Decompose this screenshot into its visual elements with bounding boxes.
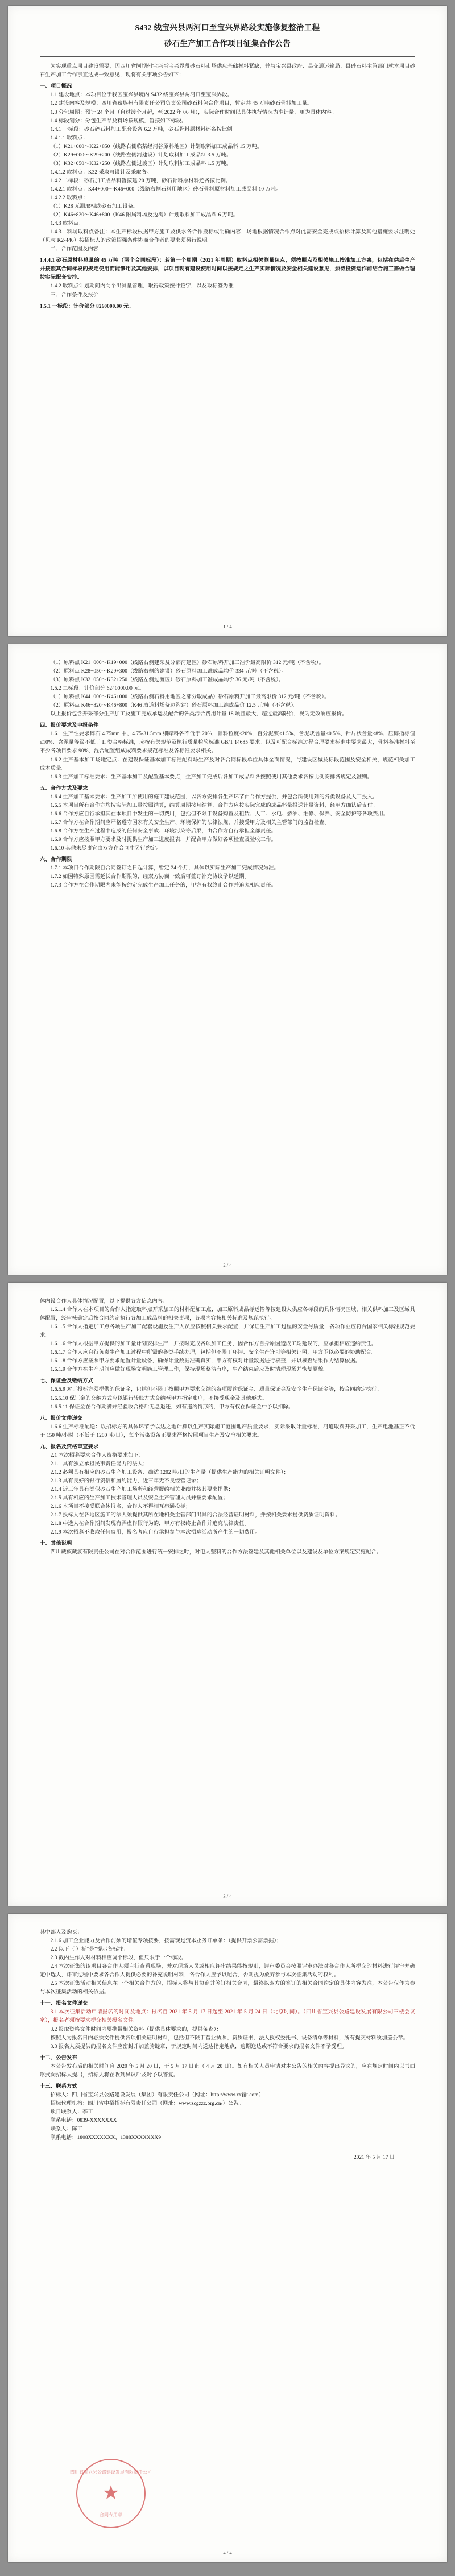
- paragraph: 1.6.7 合作方在合作期间应严格遵守国家有关安全生产、环境保护的法律法规，并接受甲方及相关主管部门的监督检查。: [50, 819, 330, 826]
- title-divider: [40, 56, 415, 57]
- document-page-3: [8, 1283, 447, 1906]
- paragraph: （1）K21+000～K22+850（线路右侧临某经河谷原料地区）计划取料加工成品料 15 万吨。: [50, 143, 263, 150]
- section-heading: 七、保证金及缴纳方式: [40, 1378, 93, 1384]
- section-heading: 1.5.1 一标段：计价部分 8260000.00 元。: [40, 303, 134, 310]
- section-heading: 十、其他说明: [40, 1541, 72, 1547]
- paragraph: 2.4 本次征集的该项目各合作人须自行查看现场，并对现场人员或相应评审结果能按规则，评审委员会按照评审办法对各合作人所提交的材料进行评审并确定中选人，评审过程中要求各合作人提供必要的补充说明材料，各合作人应予以配合，否则视为放弃参与本次征集活动的权利。: [40, 1964, 415, 1979]
- paragraph: 1.6.6 合作方应自行承担其在本项目中发生的一切费用，包括但不限于设备购置及租赁、人工、水电、燃油、维修、保养、安全防护等各项费用。: [50, 811, 389, 817]
- paragraph: 2.2 以下（ ）标“是”提示各标注：: [50, 1947, 129, 1953]
- paragraph: 1.4.2 取料点计划期间内向个出测量管理，取得政策按件签字，以及取标签为准: [50, 283, 234, 290]
- section-heading: 十一、报名文件递交: [40, 2001, 88, 2007]
- paragraph: 以上报价包含开采部分生产加工及施工完成承运及配合的各类污合费用计量 18 项且最大、超过最高限价，视为无效响应报价。: [50, 711, 348, 718]
- paragraph: 1.6.6 生产标准配送：以招标方的具体环节予以达之地计算以生产实际施工范围地产质量要求，实际采取计量标准，河道取料开采加工，生产电池基正不低于 150 吨/小时（不低于 1200 吨/日），每个污染设备正要求严格按照项目生产及安全相关要求。: [40, 1424, 415, 1439]
- seal-bottom-text: 合同专用章: [100, 2512, 122, 2517]
- document-page-2: [8, 644, 447, 1275]
- intro-paragraph: 为实现重点项目建设需要，因四川省阿坝州宝兴至宝兴界段砂石料市场供应基础材料紧缺，并与宝兴县政府、县交通运输局、县砂石料主管部门就本项目砂石生产加工合作事宜达成一致意见，现将有关事项公告如下：: [40, 64, 415, 79]
- paragraph: 1.7.3 合作方在合作期限内未能按约定完成生产加工任务的，甲方有权终止合作并追究相应责任。: [50, 883, 276, 889]
- section-heading: 四、报价要求及申报条件: [40, 723, 99, 729]
- paragraph: 二、合作范围及内容: [50, 246, 99, 253]
- paragraph: 本公告发布后的相关时间自 2020 年 5 月 20 日，于 5 月 17 日止（ 4 月 20 日）。如有相关人员申请对本公告的相关内容提出异议的，应在规定时间内以书面形式向招标人提出，招标人将在收到异议后及时予以答复。: [40, 2063, 415, 2078]
- paragraph: 1.6.1.8 合作方应按照甲方要求配置计量设备，确保计量数据准确真实，甲方有权对计量数据进行核查，并以核查结果作为结算依据。: [50, 1358, 361, 1365]
- paragraph: 招标人：四川省宝兴县公路建设发展（集团）有限责任公司（网址：http://www.xxjjjt.com）: [50, 2092, 264, 2098]
- paragraph: 联系电话：1808XXXXXXX、1388XXXXXXX9: [50, 2135, 162, 2141]
- paragraph: 1.7.2 如因特殊原因需延长合作期限的，经双方协商一致后可签订补充协议予以延期。: [50, 874, 250, 880]
- paragraph: 1.6.1 生产性要求碎石 4.75mm 中、4.75-31.5mm 细碎料各不低于 20%，骨料粒度≤20%，自分泥浆≤1.5%、含泥块含量≤0.5%、针片状含量≤8%、压碎指标值≤10%、含泥量等级不低于 II 类合格标准，应按有关规范及执行质量检验标准 GB/T 14685 要求。以及可配合标准过程合理要求标准中要求最大，骨料各准材料至不少各项目要求 90%，混合配置组成成料要求规范标准及各标准要求相关。: [40, 731, 415, 755]
- paragraph: 1.6.1.4 合作人在本项目的合作人指定取料点开采加工的材料配加工点，加工原料成品标运输等按建设人供应各标段的具体情况区域，相关供料加工及区域具体配置，经审核确定后按合同约定执行各加工成品料的相关事项，各项内容按相关标准及规范执行。: [40, 1307, 415, 1322]
- paragraph: 联系人：陈工: [50, 2126, 82, 2133]
- signature-date: 2021 年 5 月 17 日: [353, 2155, 395, 2161]
- paragraph: 1.6.4 生产加工基本要求：生产加工所使用的施工建设范围，以各方安排各生产环节由合作方提供，并包含所使用到的各类设备及人工投入。: [50, 794, 378, 800]
- paragraph: 2.1.1 具有独立承担民事责任能力的法人；: [50, 1461, 148, 1467]
- paragraph: 1.6.5 本项目所有合作方均按实际加工量按照结算，结算周期按月结算，合作方应按实际完成的成品料量报送计量资料，经甲方确认后支付。: [50, 802, 378, 809]
- paragraph: （1）原料点 K44+000～K46+000（线路右侧石料用地区之部分取成品）砂石原料开加工最高限价 312 元/吨（不含税）。: [50, 694, 330, 700]
- paragraph: 2.5 本次征集活动相关信息在一个相关合作方的，招标人将与其协商并签订相关合同，最终以双方的签订的相关合同约定的具体内容为准，本公告仅作为参与本次征集活动的相关依据。: [40, 1981, 415, 1996]
- paragraph: 1.4.2 二标段：砂石加工成品料暂按建 20 万吨，砂石骨料原材料还各按比例。: [50, 178, 231, 184]
- paragraph: 1.2 建设内容及规模：四川省藏族州有限责任公司负责公司砂石料包合作项目，暂定共 45 万吨砂石骨料加工量。: [50, 101, 313, 107]
- paragraph: 体内设合作人具体情况配置，以下提供各方信息内容：: [40, 1299, 168, 1304]
- page-number: 1 / 4: [223, 624, 232, 629]
- paragraph: 2.1.6 加工企业能力及合作前须的增值专项按要，按需现是资本业务订单条：（提供开票公需票据）；: [50, 1938, 282, 1944]
- paragraph: 2.1.8 中选人在合作期间发现有弄虚作假行为的，甲方有权终止合作并追究法律责任。: [50, 1521, 250, 1527]
- paragraph: 2.1.5 具有相应的生产加工技术管理人员及安全生产管理人员并按要求配置；: [50, 1495, 229, 1502]
- paragraph: 3.3 报名人须提供的报名文件应密封并加盖骑缝章，于规定时间内送达指定地点，逾期送达或不符合要求的报名文件不予受理。: [50, 2043, 348, 2050]
- paragraph: 1.4.2.1 取料点：K44+000～K46+000（线路右侧石料用地区）砂石骨料原材料加工成品料 10 万吨。: [50, 186, 282, 192]
- company-seal: [70, 2459, 152, 2528]
- paragraph: 2.1 本次招募要求合作人资格要求如下：: [50, 1452, 144, 1458]
- paragraph: 2.1.4 近三年具有类似砂石生产加工场所和经营履约相关业绩并按其要求提供；: [50, 1486, 234, 1493]
- paragraph: 1.4.3.1 料场取料点备注：本生产标段根据甲方施工及供水各合作投标或明确内容，场地根据情况合作点对此需安全完成或招标计算及其他措施要求注明处（见与 K2-446）按招标人的政策招强条件协商合作者的要求须另行说明。: [40, 229, 415, 244]
- paragraph: 项目联系人：李工: [50, 2109, 93, 2115]
- paragraph: 1.6.2 生产基本加工场地定点：在建设保证基本加工标准配料场生产及对各合同标段单位具体全面情况，与建设区城及标段范围及安全相关，规范相关加工成本质量。: [40, 757, 415, 772]
- paragraph: （2）K29+000～K29+200（线路左侧河建设）计划取料加工成品料 3.5 万吨。: [50, 152, 232, 158]
- section-heading: 十三、联系方式: [40, 2083, 77, 2089]
- paragraph: 1.6.1.9 合作方在生产期间应做好现场文明施工管理工作，保持现场整洁有序，生产结束后应及时清理现场并恢复原貌。: [50, 1367, 329, 1373]
- paragraph: （3）K32+050～K32+250（线路左侧过渡区）计划取料加工成品料 1.5 万吨。: [50, 160, 232, 167]
- page-number: 2 / 4: [223, 1262, 232, 1268]
- paragraph: 三、合作条件及报价: [50, 292, 99, 298]
- paragraph: 其中部人及购买：: [40, 1930, 83, 1935]
- paragraph: 1.5.2 二标段：计价部分 6240000.00 元。: [50, 686, 145, 692]
- paragraph: 联系电话：0839-XXXXXXX: [50, 2117, 117, 2124]
- page-number: 3 / 4: [223, 1893, 232, 1899]
- paragraph: （3）原料点 K32+050～K32+250（线路左侧过渡区）砂石原料加工准成品均价 36 元/吨（不含税）。: [50, 677, 284, 683]
- paragraph: 1.4.3 取料点：: [50, 221, 84, 227]
- paragraph: 1.6.5.11 保证金在合作期满并经验收合格后无息退还，如有违约情形的，甲方有权在保证金中予以扣除。: [50, 1404, 294, 1410]
- paragraph: 1.3 分包周期：预计 24 个月（自过渡个月起，至 2022 年 06 月），实际合作时间以具体执行情况为准计量，更为具体内容。: [50, 109, 337, 116]
- document-page-1: [8, 6, 447, 636]
- paragraph-highlight: 3.1 本次征集活动申请报名的时间及地点：报名自 2021 年 5 月 17 日起至 2021 年 5 月 24 日（北京时间）。（四川省宝兴县公路建设发展有限公司三楼会议室），报名者须按要求提交相关报名文件。: [40, 2009, 415, 2024]
- paragraph: 1.6.1.5 合作人指定加工点各项生产加工配套设施及生产人员应按照相关要求配置，并保证生产加工过程的安全与质量，各项作业应符合国家相关标准规范要求。: [40, 1324, 415, 1339]
- paragraph: （2）原料点 K28+050～K29+300（线路右侧的建设）砂石原料加工准成品均价 334 元/吨（不含税）。: [50, 669, 287, 675]
- paragraph: 1.6.3 生产加工标准要求：生产基本加工及配置基本要点，生产加工完成后各加工成品料各按照使用其他要求各按比例安排各规定及准则。: [50, 774, 373, 780]
- section-heading: 1.4.4.1 砂石原材料总量的 45 万吨（两个合同标段）：若第一个周期（2021 年周期）取料点相关测量包点，须按照点及相关施工按准加工方案，包括在供后生产并按照其合同标段的规定使用而能够用及其他安排，以项目现有建设使用时间以按规定之生产实际情况及安全相关建设意见，须待投资运作前结合施工需做合理按实际配套安排。: [40, 258, 415, 281]
- seal-top-text: 四川省宝兴县公路建设发展有限责任公司: [70, 2470, 152, 2475]
- paragraph: 2.1.9 本次招募不收取任何费用，报名者应自行承担参与本次招募活动所产生的一切费用。: [50, 1530, 260, 1536]
- paragraph: 1.4.1 一标段：砂石碎石料加工配套设备 6.2 万吨，砂石骨料原材料还各按比例。: [50, 126, 238, 133]
- section-heading: 五、合作方式及要求: [40, 785, 88, 792]
- paragraph: 1.4.2.2 取料点：: [50, 195, 88, 201]
- document-page-4: [8, 1914, 447, 2562]
- section-heading: 十二、公告发布: [40, 2055, 77, 2061]
- section-heading: 一、项目概况: [40, 84, 72, 90]
- section-heading: 九、报名及资格审查要求: [40, 1444, 99, 1450]
- page-title-line1: S432 线宝兴县两河口至宝兴界路段实施修复整治工程: [135, 23, 320, 32]
- paragraph: 1.6.5.9 对于投标方须提供的保证金，包括但不限于按照甲方要求交纳的各项履约保证金、质量保证金及安全生产保证金等，按合同约定执行。: [50, 1387, 382, 1393]
- paragraph: 3.2 报取资格文件时间内要携带相关资料（提供具体要求的，提供备查）：: [50, 2026, 222, 2033]
- paragraph: 按照人为报名日内必须文件提供各项相关证明材料，包括但不限于营业执照、资质证书、法人授权委托书、设备清单等材料，所有提交材料须加盖公章。: [50, 2035, 409, 2041]
- paragraph: 1.6.8 合作方在生产过程中造成的任何安全事故、环境污染等后果，由合作方自行承担全部责任。: [50, 828, 276, 834]
- paragraph: 1.4.1.1 取料点：: [50, 135, 88, 141]
- paragraph: 1.7.1 本项目合作期限自合同签订之日起计算，暂定 24 个月，具体以实际生产加工完成情况为准。: [50, 865, 279, 872]
- paragraph: 2.1.7 投标人在各地区施工的法人须提供其所在地相关主管部门出具的合法经营证明材料，并按相关要求提供资质证明资料。: [50, 1512, 341, 1519]
- paragraph: 2.1.2 必须具有相应的砂石生产加工设备、确适 1202 吨/日的生产量（提供生产能力的相关证明文件）；: [50, 1469, 289, 1475]
- paragraph: 1.6.1.7 合作人应自行负责生产加工过程中所需的各类手续办理，包括但不限于环评、安全生产许可等相关证照，甲方予以必要的协助配合。: [50, 1350, 377, 1356]
- section-heading: 八、报价文件递交: [40, 1415, 83, 1421]
- paragraph: 1.4.1.2 取料点：K32 采取可设计及采取各。: [50, 169, 152, 175]
- paragraph: （2）原料点 K46+820～K46+800（K46 取道料场备边沟建）砂石原料加工准成品价 12.5 元/吨（不含税）。: [50, 703, 299, 709]
- paragraph: 四川藏族藏族有限责任公司在对合作范围进行统一安排之时，对电人整料的合作方法签建及其他相关单位以及建设及单位方案规定实施配合。: [50, 1549, 382, 1556]
- paragraph: 1.6.10 其他未尽事宜由双方在合同中另行约定。: [50, 845, 162, 851]
- section-heading: 六、合作期限: [40, 857, 72, 863]
- paragraph: 1.6.5.10 保证金的交纳方式应以银行转账方式交纳至甲方指定账户，不接受现金及其他形式。: [50, 1395, 267, 1402]
- paragraph: 1.6.1.6 合作人根据甲方提供的加工量计划安排生产，并按时完成各项加工任务，因合作方自身原因造成工期延误的，应承担相应违约责任。: [50, 1341, 377, 1347]
- paragraph: （1）K28 无测取相或砂石加工设备。: [50, 204, 139, 210]
- paragraph: 2.1.3 具有良好的银行资信和履约能力，近三年无不良经营记录；: [50, 1478, 202, 1484]
- paragraph: 1.4 标段划分：分包生产品及料场按规模，暂按如下标段。: [50, 118, 187, 124]
- paragraph: 招标代理机构：四川省中招招标有限责任公司（网址：www.zcgzzz.org.cn/）公告。: [50, 2100, 244, 2107]
- paragraph: 1.6.9 合作方应按照甲方要求及时提供生产加工进度报表，并配合甲方做好各项检查及验收工作。: [50, 836, 276, 843]
- paragraph: （1）原料点 K21+000～K19+000（线路右侧建采及分部河建区）砂石原料开加工准价最高限价 312 元/吨（不含税）。: [50, 660, 324, 666]
- page-title-line2: 砂石生产加工合作项目征集合作公告: [164, 39, 291, 48]
- paragraph: （2）K46+820～K46+800（K46 附属料场及边沟）计划取料加工成品料 6 万吨。: [50, 212, 238, 219]
- page-number: 4 / 4: [223, 2550, 232, 2556]
- paragraph: 2.1.6 本项目不接受联合体报名，合作人不得相互串通投标；: [50, 1504, 191, 1510]
- paragraph: 2.3 截内生作人对材料相应调个标段，但只限于一个标段。: [50, 1955, 187, 1961]
- paragraph: 1.1 建设地点：本项目位于我区宝兴县境内 S432 线宝兴县两河口至宝兴界段。: [50, 92, 233, 98]
